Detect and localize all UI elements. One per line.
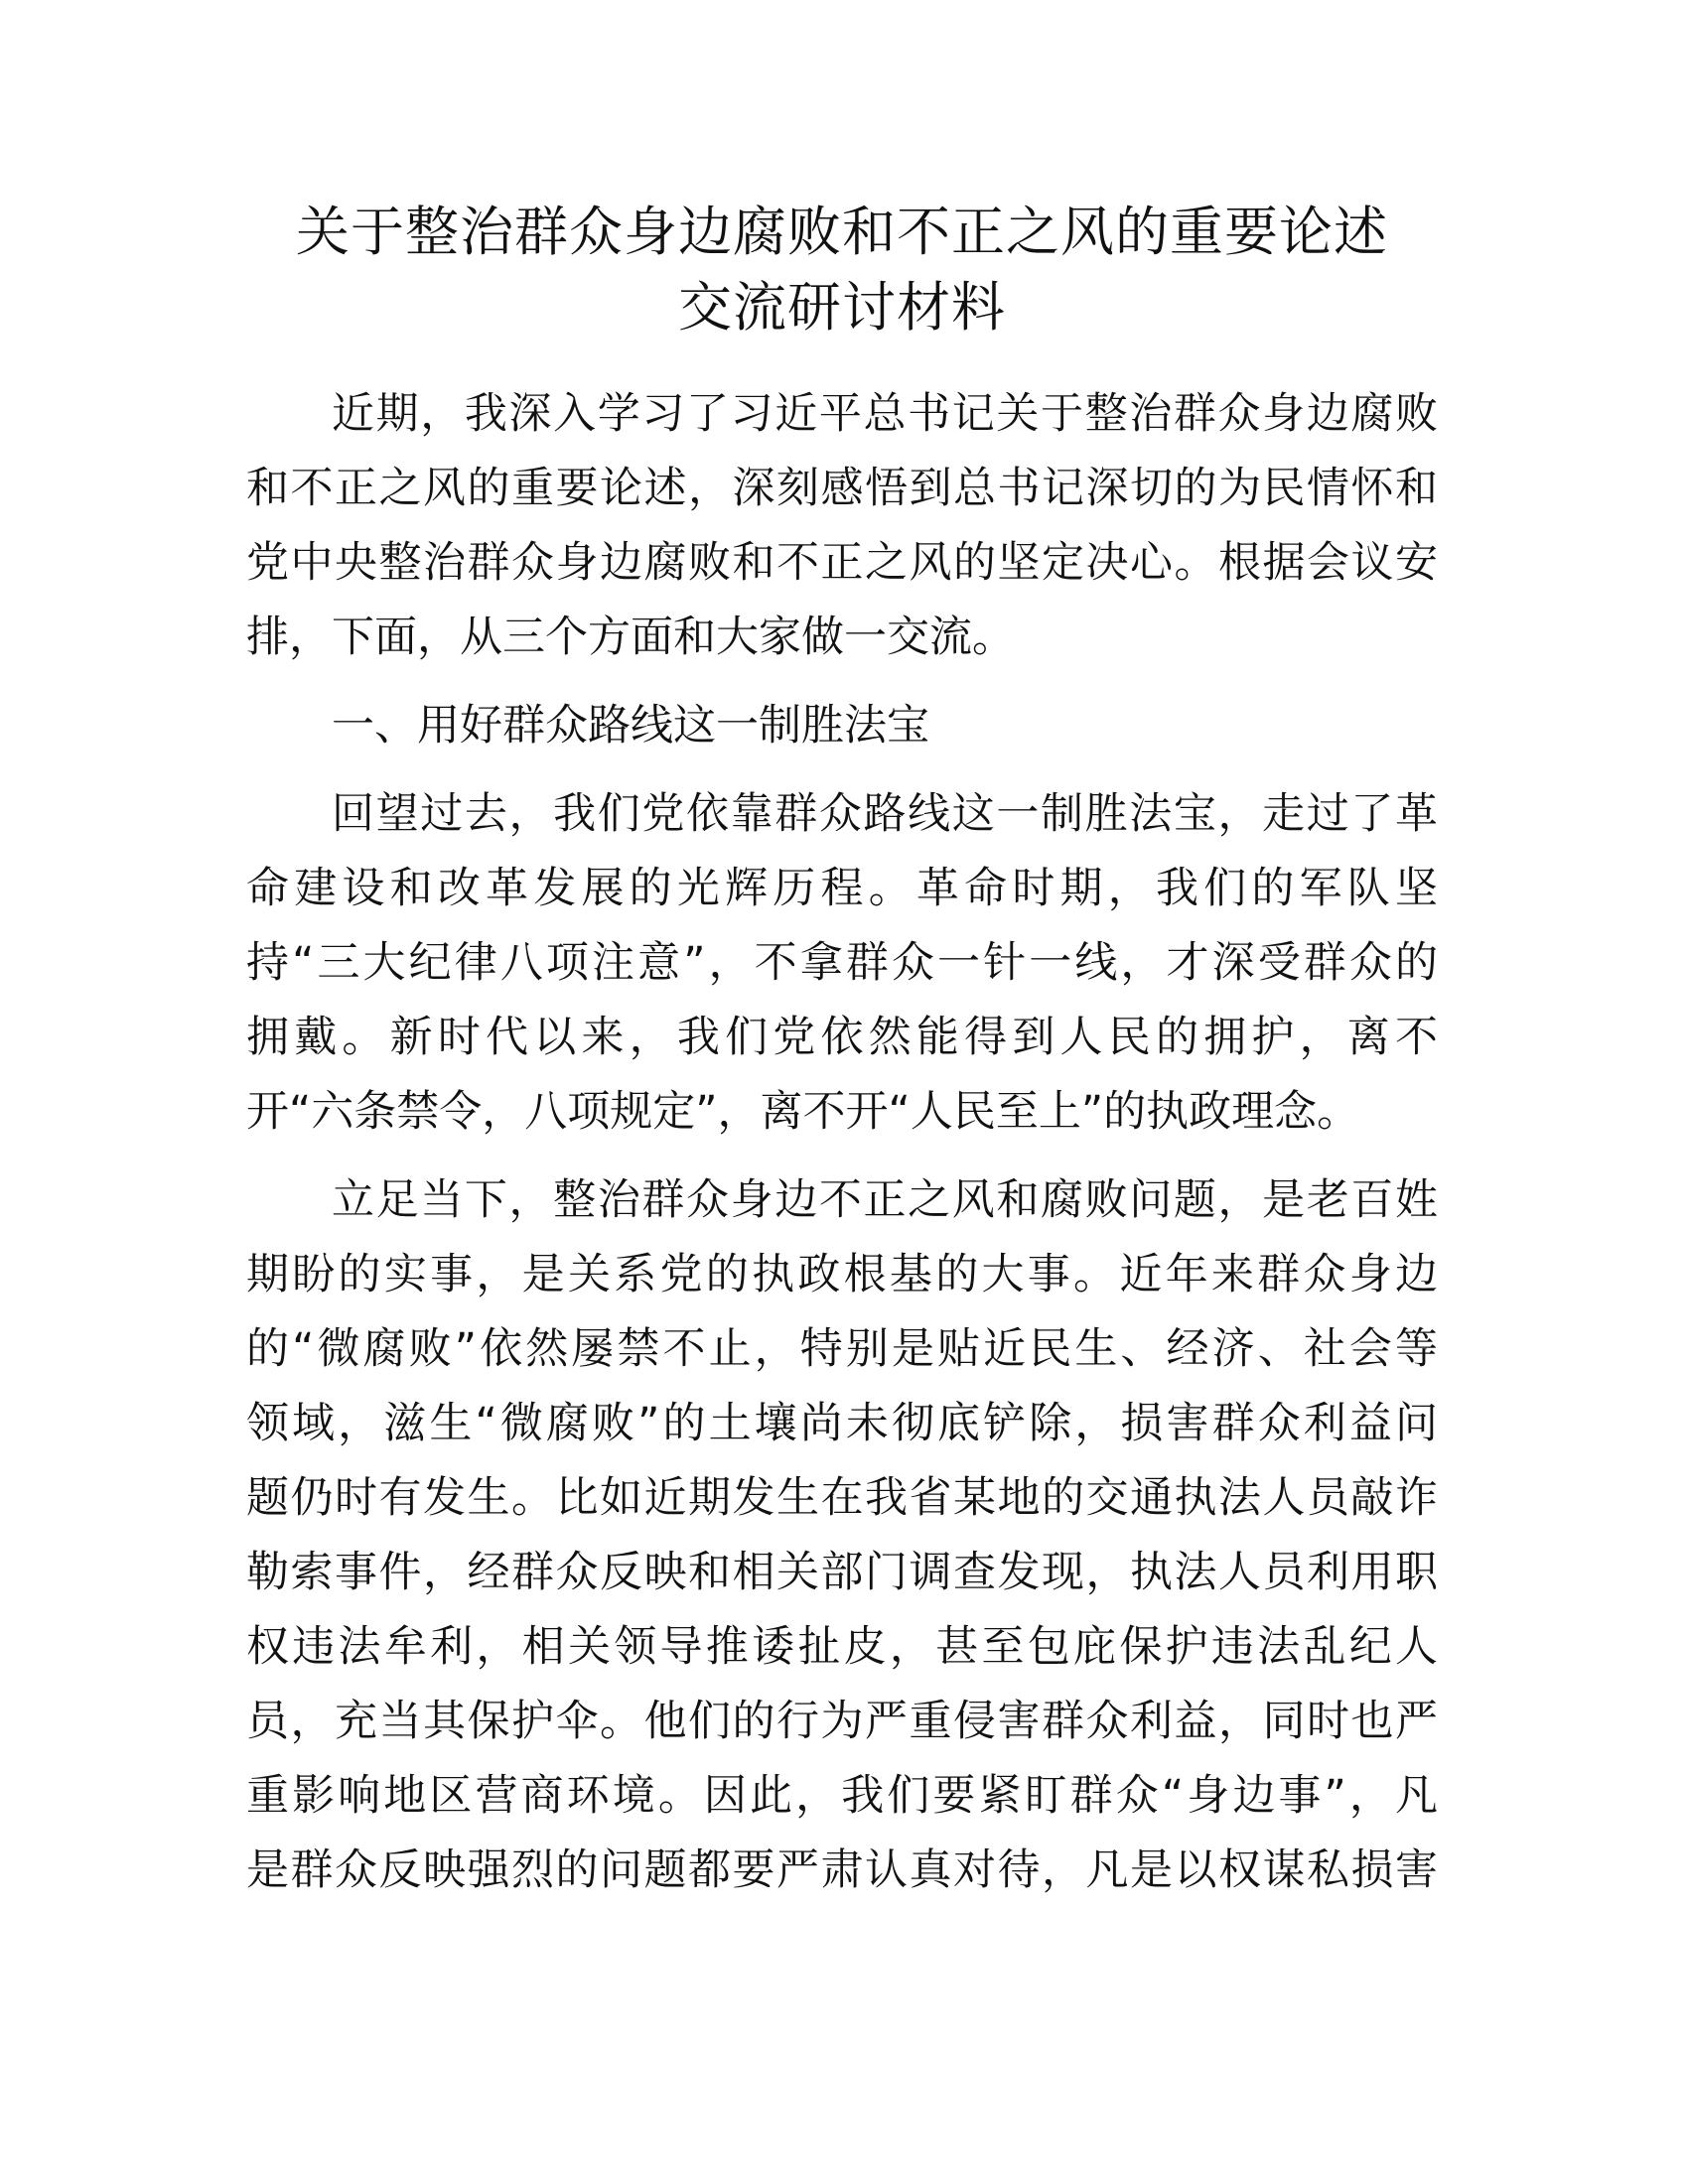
paragraph-line: 期盼的实事，是关系党的执政根基的大事。近年来群众身边 — [246, 1250, 1438, 1299]
paragraph-line: 排，下面，从三个方面和大家做一交流。 — [246, 613, 1015, 662]
paragraph-line: 持“三大纪律八项注意”，不拿群众一针一线，才深受群众的 — [246, 938, 1438, 988]
paragraph-line: 和不正之风的重要论述，深刻感悟到总书记深切的为民情怀和 — [246, 464, 1438, 513]
paragraph-past — [246, 777, 1438, 1150]
paragraph-line: 党中央整治群众身边腐败和不正之风的坚定决心。根据会议安 — [246, 538, 1438, 588]
paragraph-line: 重影响地区营商环境。因此，我们要紧盯群众“身边事”，凡 — [246, 1771, 1438, 1821]
paragraph-line: 开“六条禁令，八项规定”，离不开“人民至上”的执政理念。 — [246, 1087, 1360, 1137]
paragraph-line: 立足当下，整治群众身边不正之风和腐败问题，是老百姓 — [332, 1175, 1438, 1225]
paragraph-line: 题仍时有发生。比如近期发生在我省某地的交通执法人员敲诈 — [246, 1473, 1438, 1523]
section-heading-text: 一、用好群众路线这一制胜法宝 — [332, 701, 929, 751]
paragraph-line: 近期，我深入学习了习近平总书记关于整治群众身边腐败 — [332, 389, 1438, 439]
section-heading — [246, 689, 1438, 763]
paragraph-line: 的“微腐败”依然屡禁不止，特别是贴近民生、经济、社会等 — [246, 1324, 1438, 1374]
title-line-2: 交流研讨材料 — [678, 276, 1006, 339]
paragraph-line: 勒索事件，经群众反映和相关部门调查发现，执法人员利用职 — [246, 1548, 1438, 1597]
paragraph-line: 领域，滋生“微腐败”的土壤尚未彻底铲除，损害群众利益问 — [246, 1399, 1438, 1448]
paragraph-line: 员，充当其保护伞。他们的行为严重侵害群众利益，同时也严 — [246, 1697, 1438, 1746]
paragraph-line: 回望过去，我们党依靠群众路线这一制胜法宝，走过了革 — [332, 789, 1438, 839]
paragraph-intro — [246, 377, 1438, 675]
title-line-1: 关于整治群众身边腐败和不正之风的重要论述 — [296, 201, 1388, 263]
paragraph-line: 是群众反映强烈的问题都要严肃认真对待，凡是以权谋私损害 — [246, 1845, 1438, 1895]
document-title — [246, 195, 1438, 345]
paragraph-line: 命建设和改革发展的光辉历程。革命时期，我们的军队坚 — [246, 864, 1438, 913]
document-body — [246, 377, 1438, 1922]
paragraph-line: 权违法牟利，相关领导推诿扯皮，甚至包庇保护违法乱纪人 — [246, 1622, 1438, 1672]
paragraph-present — [246, 1163, 1438, 1908]
paragraph-line: 拥戴。新时代以来，我们党依然能得到人民的拥护，离不 — [246, 1013, 1438, 1062]
